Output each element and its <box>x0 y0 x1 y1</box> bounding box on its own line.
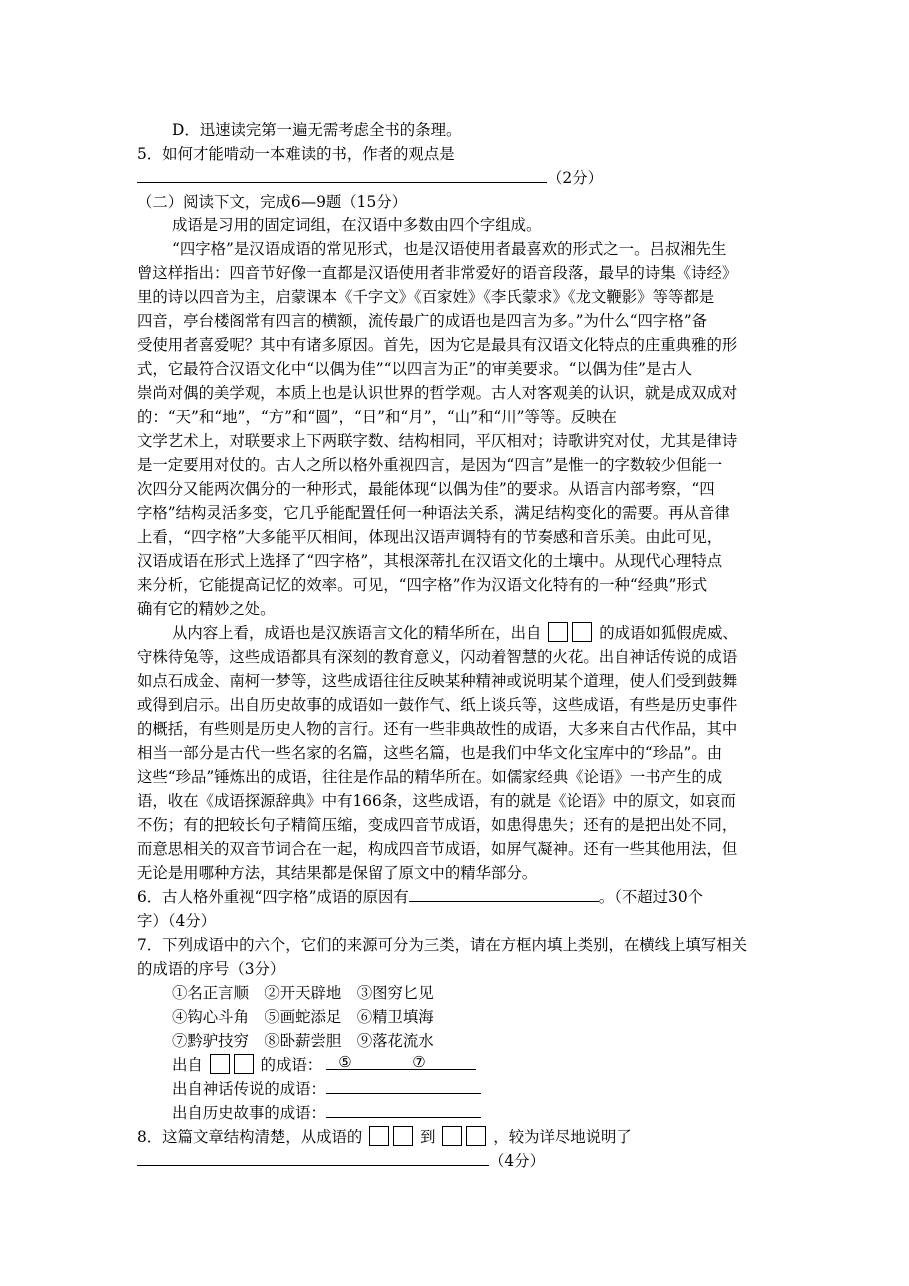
section2-header: （二）阅读下文，完成6—9题（15分） <box>137 193 408 211</box>
article-line: 相当一部分是古代一些名家的名篇，这些名篇，也是我们中华文化宝库中的“珍品”。由 <box>137 744 723 762</box>
article-line: 式，它最符合汉语文化中“以偶为佳”“以四言为正”的审美要求。“以偶为佳”是古人 <box>137 360 693 378</box>
q8-text: ，较为详尽地说明了 <box>493 1128 632 1146</box>
q8-text: 到 <box>420 1128 436 1146</box>
article-line: 里的诗以四音为主，启蒙课本《千字文》《百家姓》《李氏蒙求》《龙文鞭影》等等都是 <box>137 288 715 306</box>
article-line: 来分析，它能提高记忆的效率。可见，“四字格”作为汉语文化特有的一种“经典”形式 <box>137 576 708 594</box>
article-line-part: 从内容上看，成语也是汉族语言文化的精华所在，出自 <box>172 624 542 642</box>
article-line: 受使用者喜爱呢？其中有诸多原因。首先，因为它是最具有汉语文化特点的庄重典雅的形 <box>137 336 738 354</box>
article-line: 四音，亭台楼阁常有四言的横额，流传最广的成语也是四言为多。”为什么“四字格”备 <box>137 312 707 330</box>
q5-answer-blank[interactable] <box>137 167 547 183</box>
fill-box[interactable] <box>442 1126 462 1146</box>
q7-row3-blank[interactable] <box>326 1102 481 1118</box>
article-line: 或得到启示。出自历史故事的成语如一鼓作气、纸上谈兵等，这些成语，有些是历史事件 <box>137 696 738 714</box>
q8-answer-blank[interactable] <box>137 1150 489 1166</box>
fill-box[interactable] <box>572 622 592 642</box>
article-line <box>172 622 738 644</box>
q8-answer-row <box>137 1150 545 1172</box>
q6-text: 6．古人格外重视“四字格”成语的原因有 <box>137 888 409 906</box>
article-line: 次四分又能两次偶分的一种形式，最能体现“以偶为佳”的要求。从语言内部考察，“四 <box>137 480 715 498</box>
fill-box[interactable] <box>393 1126 413 1146</box>
article-line: 汉语成语在形式上选择了“四字格”，其根深蒂扎在汉语文化的土壤中。从现代心理特点 <box>137 552 723 570</box>
article-line: 的概括，有些则是历史人物的言行。还有一些非典故性的成语，大多来自古代作品，其中 <box>137 720 738 738</box>
q7-row2-blank[interactable] <box>326 1078 481 1094</box>
fill-box[interactable] <box>369 1126 389 1146</box>
q7-answer-row-1 <box>172 1054 476 1076</box>
q6-tail: 。（不超过30个 <box>598 888 704 906</box>
article-line-part: 的成语如狐假虎威、 <box>599 624 738 642</box>
q7-row1-prefix: 出自 <box>172 1056 203 1074</box>
q4-option-d: D．迅速读完第一遍无需考虑全书的条理。 <box>172 121 462 139</box>
article-line: 崇尚对偶的美学观，本质上也是认识世界的哲学观。古人对客观美的认识，就是成双成对 <box>137 384 738 402</box>
q8-row <box>137 1126 632 1148</box>
article-line: 语，收在《成语探源辞典》中有166条，这些成语，有的就是《论语》中的原文，如哀而 <box>137 792 736 810</box>
q7-line2: 的成语的序号（3分） <box>137 960 286 978</box>
q7-options-row: ⑦黔驴技穷 ⑧卧薪尝胆 ⑨落花流水 <box>172 1032 434 1050</box>
q5-answer-row <box>137 167 603 189</box>
q7-row1-blank[interactable] <box>326 1054 476 1070</box>
fill-box[interactable] <box>234 1054 254 1074</box>
q6-answer-blank[interactable] <box>409 886 599 902</box>
article-line: 曾这样指出：四音节好像一直都是汉语使用者非常爱好的语音段落，最早的诗集《诗经》 <box>137 264 738 282</box>
article-line: 是一定要用对仗的。古人之所以格外重视四言，是因为“四言”是惟一的字数较少但能一 <box>137 456 723 474</box>
q7-line1: 7．下列成语中的六个，它们的来源可分为三类，请在方框内填上类别，在横线上填写相关 <box>137 936 748 954</box>
fill-box[interactable] <box>548 622 568 642</box>
fill-box[interactable] <box>210 1054 230 1074</box>
article-line: 上看，“四字格”大多能平仄相间，体现出汉语声调特有的节奏感和音乐美。由此可见， <box>137 528 723 546</box>
q7-answer-row-2 <box>172 1078 481 1100</box>
q6-line2: 字）（4分） <box>137 912 217 930</box>
q7-row1-answer: ⑤ <box>338 1053 352 1071</box>
article-line: 确有它的精妙之处。 <box>137 600 276 618</box>
q8-score: （4分） <box>489 1152 545 1170</box>
article-line: 的：“天”和“地”，“方”和“圆”，“日”和“月”，“山”和“川”等等。反映在 <box>137 408 617 426</box>
q6-row <box>137 886 703 908</box>
article-line: 而意思相关的双音节词合在一起，构成四音节成语，如屏气凝神。还有一些其他用法，但 <box>137 840 738 858</box>
article-line: 这些“珍品”锤炼出的成语，往往是作品的精华所在。如儒家经典《论语》一书产生的成 <box>137 768 723 786</box>
fill-box[interactable] <box>466 1126 486 1146</box>
q7-row2-label: 出自神话传说的成语： <box>172 1080 326 1098</box>
q5-score: （2分） <box>547 169 603 187</box>
article-line: 无论是用哪种方法，其结果都是保留了原文中的精华部分。 <box>137 864 538 882</box>
q7-row3-label: 出自历史故事的成语： <box>172 1104 326 1122</box>
article-line: “四字格”是汉语成语的常见形式，也是汉语使用者最喜欢的形式之一。吕叔湘先生 <box>172 240 727 258</box>
q8-text: 8．这篇文章结构清楚，从成语的 <box>137 1128 363 1146</box>
q5-text: 5．如何才能啃动一本难读的书，作者的观点是 <box>137 145 455 163</box>
article-line: 字格”结构灵活多变，它几乎能配置任何一种语法关系，满足结构变化的需要。再从音律 <box>137 504 730 522</box>
article-paragraph-1: 成语是习用的固定词组，在汉语中多数由四个字组成。 <box>172 216 542 234</box>
article-line: 守株待兔等，这些成语都具有深刻的教育意义，闪动着智慧的火花。出自神话传说的成语 <box>137 648 738 666</box>
q7-options-row: ①名正言顺 ②开天辟地 ③图穷匕见 <box>172 984 434 1002</box>
q7-options-row: ④钩心斗角 ⑤画蛇添足 ⑥精卫填海 <box>172 1008 434 1026</box>
q7-row1-suffix: 的成语： <box>260 1056 323 1074</box>
article-line: 不伤；有的把较长句子精简压缩，变成四音节成语，如患得患失；还有的是把出处不同， <box>137 816 738 834</box>
q7-answer-row-3 <box>172 1102 481 1124</box>
article-line: 文学艺术上，对联要求上下两联字数、结构相同，平仄相对；诗歌讲究对仗，尤其是律诗 <box>137 432 738 450</box>
q7-row1-answer: ⑦ <box>412 1053 426 1071</box>
article-line: 如点石成金、南柯一梦等，这些成语往往反映某种精神或说明某个道理，使人们受到鼓舞 <box>137 672 738 690</box>
